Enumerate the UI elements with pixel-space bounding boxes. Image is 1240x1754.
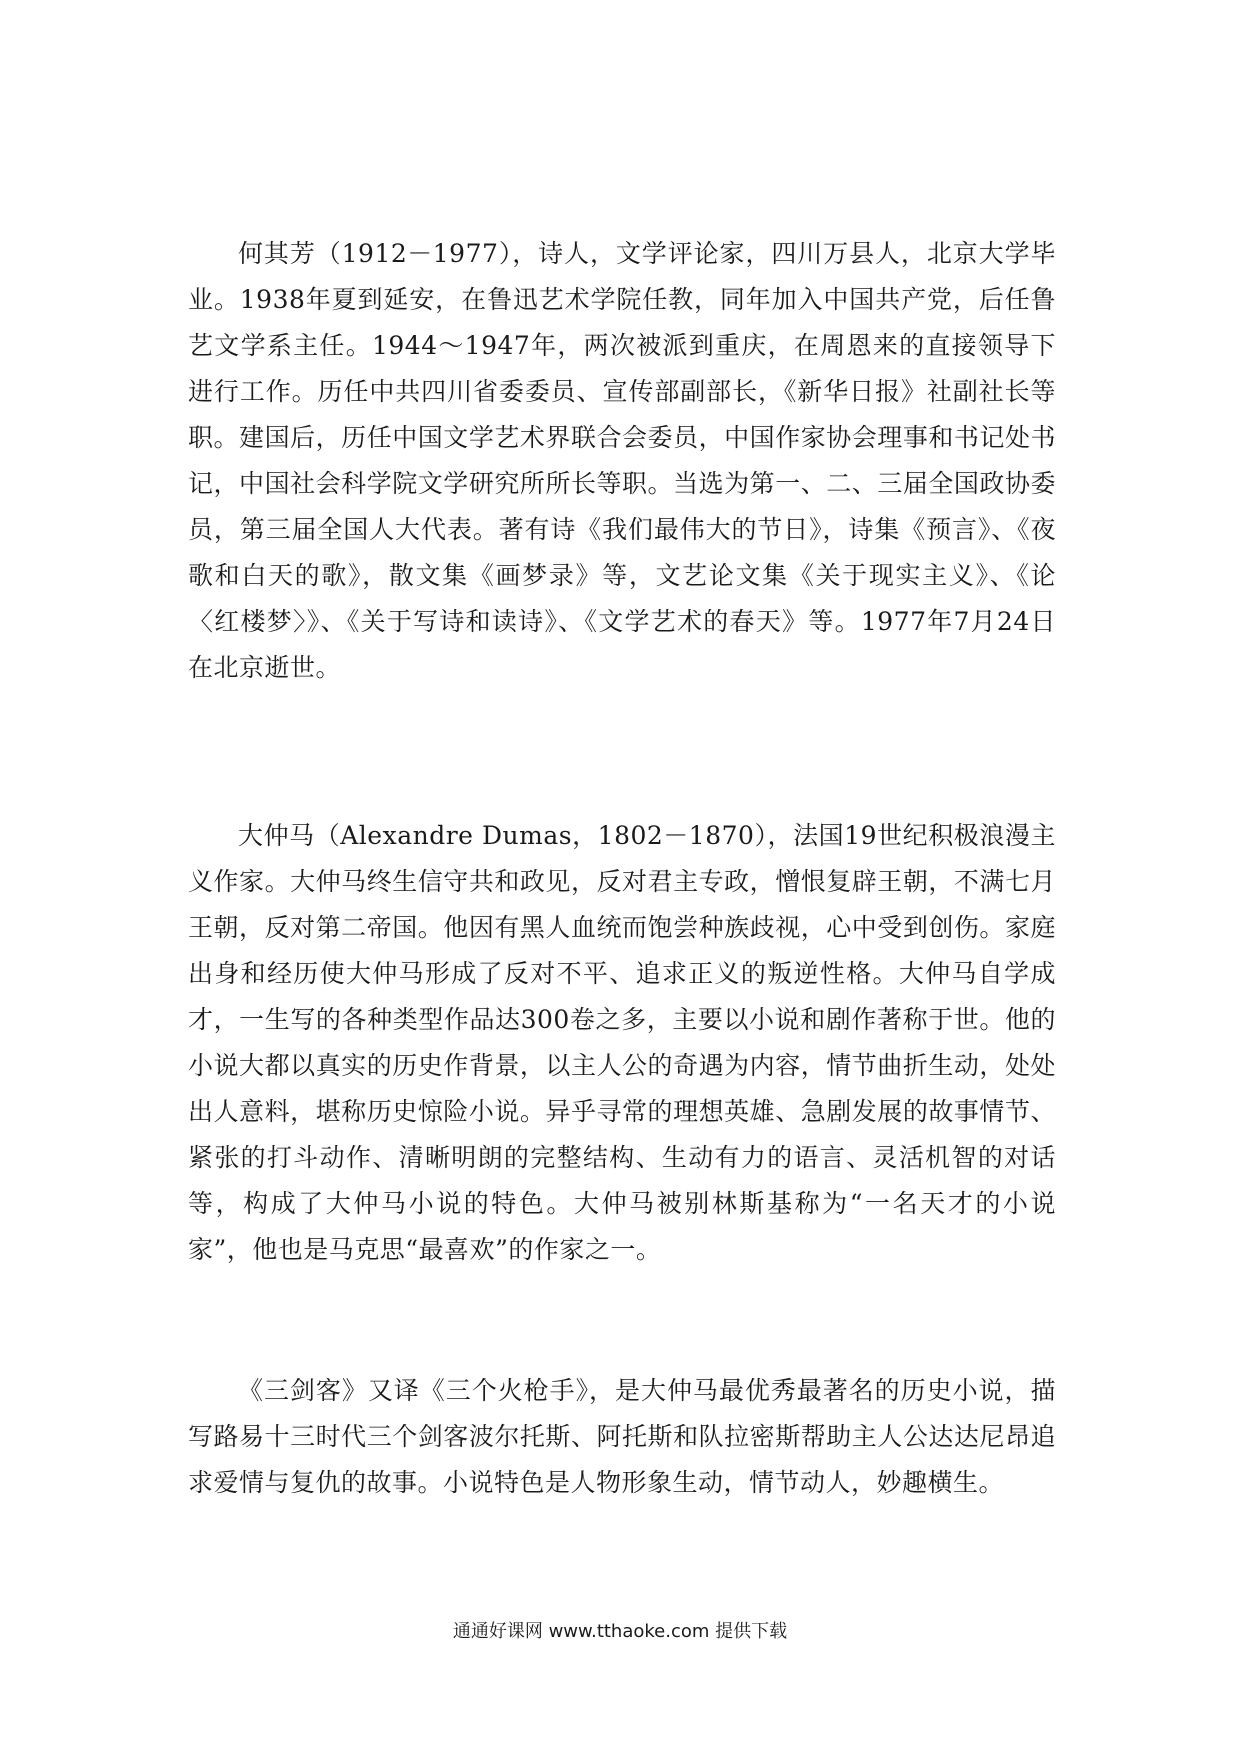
paragraph-text: 《三剑客》又译《三个火枪手》，是大仲马最优秀最著名的历史小说，描写路易十三时代三个剑客波尔托斯、阿托斯和队拉密斯帮助主人公达达尼昂追求爱情与复仇的故事。小说特色是人物形象生动，情节动人，妙趣横生。 xyxy=(188,1376,1056,1497)
paragraph-dumas xyxy=(188,813,1056,1273)
paragraph-three-musketeers xyxy=(188,1368,1056,1506)
paragraph-text: 何其芳（1912－1977），诗人，文学评论家，四川万县人，北京大学毕业。1938年夏到延安，在鲁迅艺术学院任教，同年加入中国共产党，后任鲁艺文学系主任。1944～1947年，两次被派到重庆，在周恩来的直接领导下进行工作。历任中共四川省委委员、宣传部副部长，《新华日报》社副社长等职。建国后，历任中国文学艺术界联合会委员，中国作家协会理事和书记处书记，中国社会科学院文学研究所所长等职。当选为第一、二、三届全国政协委员，第三届全国人大代表。著有诗《我们最伟大的节日》，诗集《预言》、《夜歌和白天的歌》，散文集《画梦录》等，文艺论文集《关于现实主义》、《论〈红楼梦〉》、《关于写诗和读诗》、《文学艺术的春天》等。1977年7月24日在北京逝世。 xyxy=(188,239,1056,682)
paragraph-text: 大仲马（Alexandre Dumas，1802－1870），法国19世纪积极浪漫主义作家。大仲马终生信守共和政见，反对君主专政，憎恨复辟王朝，不满七月王朝，反对第二帝国。他因有黑人血统而饱尝种族歧视，心中受到创伤。家庭出身和经历使大仲马形成了反对不平、追求正义的叛逆性格。大仲马自学成才，一生写的各种类型作品达300卷之多，主要以小说和剧作著称于世。他的小说大都以真实的历史作背景，以主人公的奇遇为内容，情节曲折生动，处处出人意料，堪称历史惊险小说。异乎寻常的理想英雄、急剧发展的故事情节、紧张的打斗动作、清晰明朗的完整结构、生动有力的语言、灵活机智的对话等，构成了大仲马小说的特色。大仲马被别林斯基称为“一名天才的小说家”，他也是马克思“最喜欢”的作家之一。 xyxy=(188,821,1056,1264)
paragraph-he-qifang xyxy=(188,231,1056,691)
page-footer: 通通好课网 www.tthaoke.com 提供下载 xyxy=(452,1621,788,1642)
